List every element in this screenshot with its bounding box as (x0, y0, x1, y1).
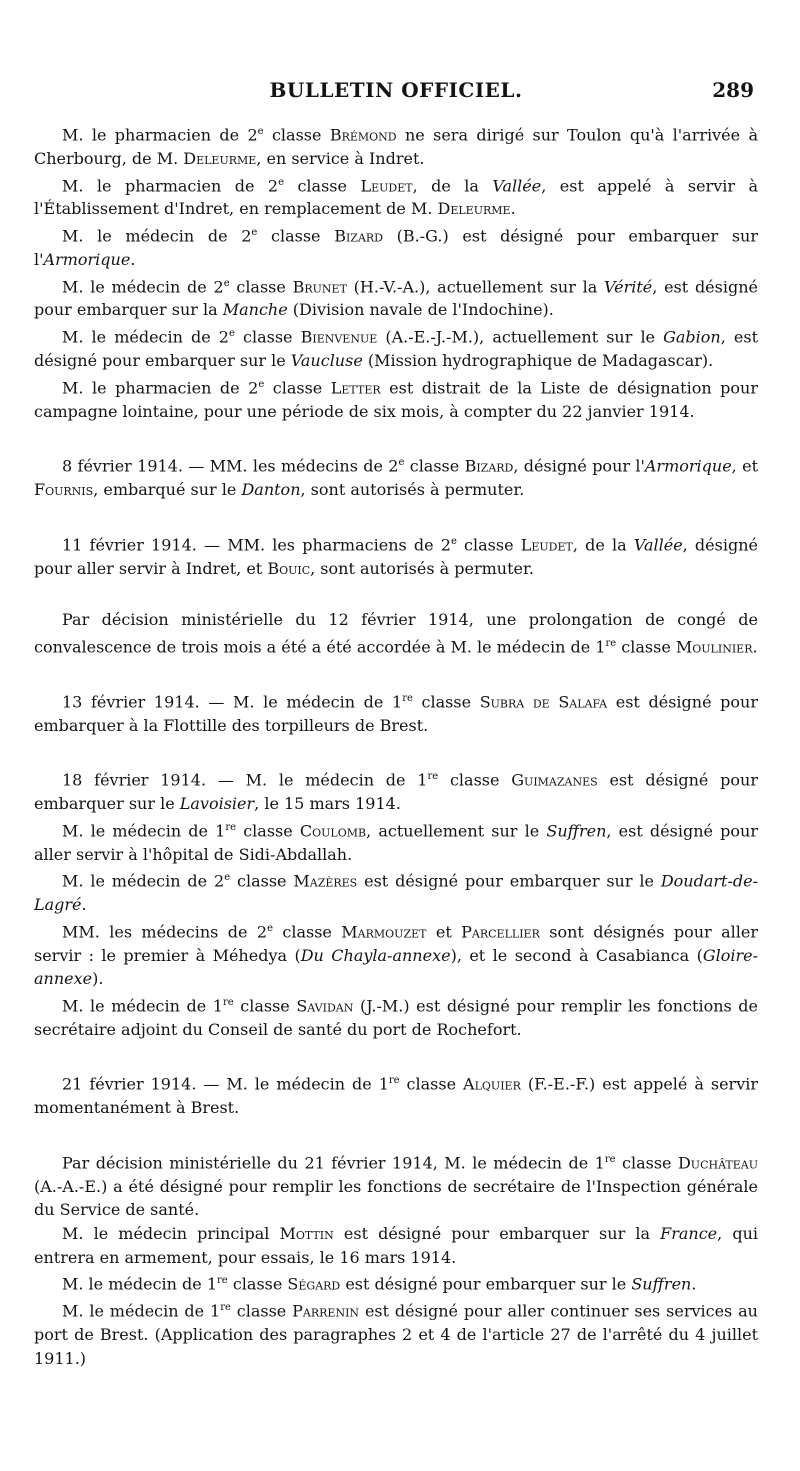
superscript: re (225, 821, 237, 833)
paragraph: M. le médecin de 1re classe Parrenin est désigné pour aller continuer ses services au port de Brest. (Application des paragraphes 2 et 4 de l'article 27 de l'arrêté du 4 juillet 1911.) (34, 1301, 758, 1368)
person-name: Parcellier (461, 922, 540, 942)
ship-or-place-name: Armorique (644, 456, 732, 476)
paragraph: M. le pharmacien de 2e classe Letter est distrait de la Liste de désignation pour campagne lointaine, pour une période de six mois, à compter du 22 janvier 1914. (34, 377, 758, 421)
person-name: Fournis (34, 480, 94, 500)
superscript: re (222, 996, 234, 1008)
superscript: e (267, 922, 273, 934)
person-name: Guimazanes (511, 770, 598, 790)
person-name: Duchâteau (677, 1153, 758, 1173)
entry-group (34, 1148, 758, 1370)
superscript: e (450, 535, 457, 547)
person-name: Leudet (520, 534, 573, 554)
entry-group (34, 530, 758, 581)
person-name: Mazères (293, 871, 358, 891)
paragraph: M. le médecin de 1re classe Coulomb, actuellement sur le Suffren, est désigné pour aller servir à l'hôpital de Sidi-Abdallah. (34, 821, 758, 864)
entry-group (34, 1069, 758, 1120)
paragraph: 18 février 1914. — M. le médecin de 1re classe Guimazanes est désigné pour embarquer sur le Lavoisier, le 15 mars 1914. (34, 770, 759, 814)
person-name: Bizard (464, 456, 514, 476)
person-name: Mottin (279, 1223, 334, 1243)
superscript: e (229, 328, 235, 340)
ship-or-place-name: Du Chayla-annexe (300, 945, 451, 965)
paragraph: 11 février 1914. — MM. les pharmaciens de 2e classe Leudet, de la Vallée, désigné pour aller servir à Indret, et Bouic, sont autorisés à permuter. (34, 534, 758, 578)
ship-or-place-name: Suffren (546, 821, 607, 840)
body-text (34, 120, 758, 1370)
superscript: re (427, 771, 439, 783)
ship-or-place-name: Suffren (631, 1274, 692, 1294)
person-name: Deleurme (437, 199, 511, 219)
paragraph: MM. les médecins de 2e classe Marmouzet et Parcellier sont désignés pour aller servir : le premier à Méhedya (Du Chayla-annexe), et le second à Casabianca (Gloire-annexe). (34, 922, 758, 989)
ship-or-place-name: Armorique (43, 249, 131, 269)
ship-or-place-name: Vallée (633, 534, 683, 554)
superscript: re (388, 1075, 400, 1087)
person-name: Bizard (334, 226, 383, 246)
ship-or-place-name: Manche (222, 300, 288, 320)
paragraph: 8 février 1914. — MM. les médecins de 2e classe Bizard, désigné pour l'Armorique, et Fournis, embarqué sur le Danton, sont autorisés à permuter. (34, 456, 758, 500)
paragraph: M. le pharmacien de 2e classe Brémond ne sera dirigé sur Toulon qu'à l'arrivée à Cherbourg, de M. Deleurme, en service à Indret. (34, 125, 759, 168)
person-name: Ségard (287, 1274, 341, 1294)
person-name: Leudet (360, 175, 413, 195)
paragraph: M. le médecin de 1re classe Savidan (J.-M.) est désigné pour remplir les fonctions de secrétaire adjoint du Conseil de santé du port de Rochefort. (34, 996, 758, 1039)
superscript: e (257, 126, 264, 137)
person-name: Marmouzet (341, 922, 427, 942)
entry-group (34, 120, 758, 423)
person-name: Parrenin (292, 1301, 360, 1321)
ship-or-place-name: Gabion (663, 327, 721, 347)
person-name: Bienvenue (300, 327, 378, 347)
paragraph: Par décision ministérielle du 12 février 1914, une prolongation de congé de convalescence de trois mois a été a été accordée à M. le médecin de 1re classe Moulinier. (34, 610, 758, 657)
person-name: Coulomb (299, 821, 367, 840)
entry-group (34, 608, 758, 659)
entry-group (34, 451, 758, 502)
person-name: Savidan (296, 996, 354, 1016)
ship-or-place-name: Vérité (604, 276, 653, 296)
superscript: e (258, 378, 265, 390)
superscript: re (605, 637, 617, 649)
person-name: Moulinier (675, 637, 753, 657)
superscript: e (278, 176, 285, 188)
person-name: Bouic (267, 558, 311, 578)
superscript: re (217, 1275, 228, 1287)
ship-or-place-name: Vaucluse (290, 350, 363, 370)
superscript: re (402, 692, 413, 704)
person-name: Brunet (292, 276, 347, 296)
superscript: re (220, 1302, 231, 1314)
person-name: Deleurme (183, 148, 257, 168)
superscript: e (398, 457, 405, 469)
person-name: Letter (330, 377, 381, 397)
running-title: BULLETIN OFFICIEL. (269, 78, 523, 102)
paragraph: 21 février 1914. — M. le médecin de 1re classe Alquier (F.-E.-F.) est appelé à servir momentanément à Brest. (34, 1074, 759, 1118)
entry-group (34, 687, 758, 738)
paragraph: M. le médecin principal Mottin est désigné pour embarquer sur la France, qui entrera en armement, pour essais, le 16 mars 1914. (34, 1223, 759, 1267)
paragraph: M. le médecin de 2e classe Bienvenue (A.-E.-J.-M.), actuellement sur le Gabion, est désigné pour embarquer sur le Vaucluse (Mission hydrographique de Madagascar). (34, 327, 759, 370)
ship-or-place-name: France (660, 1223, 718, 1243)
ship-or-place-name: Gloire-annexe (34, 945, 758, 989)
paragraph: M. le pharmacien de 2e classe Leudet, de la Vallée, est appelé à servir à l'Établissement d'Indret, en remplacement de M. Deleurme. (34, 175, 759, 219)
page-header (34, 72, 758, 102)
person-name: Brémond (329, 125, 397, 145)
ship-or-place-name: Vallée (492, 175, 542, 195)
paragraph: 13 février 1914. — M. le médecin de 1re classe Subra de Salafa est désigné pour embarquer à la Flottille des torpilleurs de Brest. (34, 691, 759, 735)
paragraph: M. le médecin de 2e classe Mazères est désigné pour embarquer sur le Doudart-de-Lagré. (34, 871, 758, 915)
ship-or-place-name: Doudart-de-Lagré (34, 871, 758, 915)
superscript: e (223, 277, 230, 289)
person-name: Subra de Salafa (479, 691, 608, 711)
paragraph: Par décision ministérielle du 21 février 1914, M. le médecin de 1re classe Duchâteau (A.-A.-E.) a été désigné pour remplir les fonctions de secrétaire de l'Inspection générale du Service de santé. (34, 1153, 758, 1220)
ship-or-place-name: Danton (241, 480, 301, 500)
superscript: e (224, 872, 231, 884)
superscript: re (604, 1153, 616, 1165)
person-name: Alquier (463, 1074, 521, 1094)
paragraph: M. le médecin de 2e classe Brunet (H.-V.-A.), actuellement sur la Vérité, est désigné pour embarquer sur la Manche (Division navale de l'Indochine). (34, 276, 758, 320)
ship-or-place-name: Lavoisier (179, 794, 255, 814)
paragraph: M. le médecin de 2e classe Bizard (B.-G.) est désigné pour embarquer sur l'Armorique. (34, 226, 758, 269)
superscript: e (251, 227, 258, 239)
entry-group (34, 765, 758, 1041)
paragraph: M. le médecin de 1re classe Ségard est désigné pour embarquer sur le Suffren. (62, 1274, 697, 1294)
page-number: 289 (712, 78, 754, 102)
